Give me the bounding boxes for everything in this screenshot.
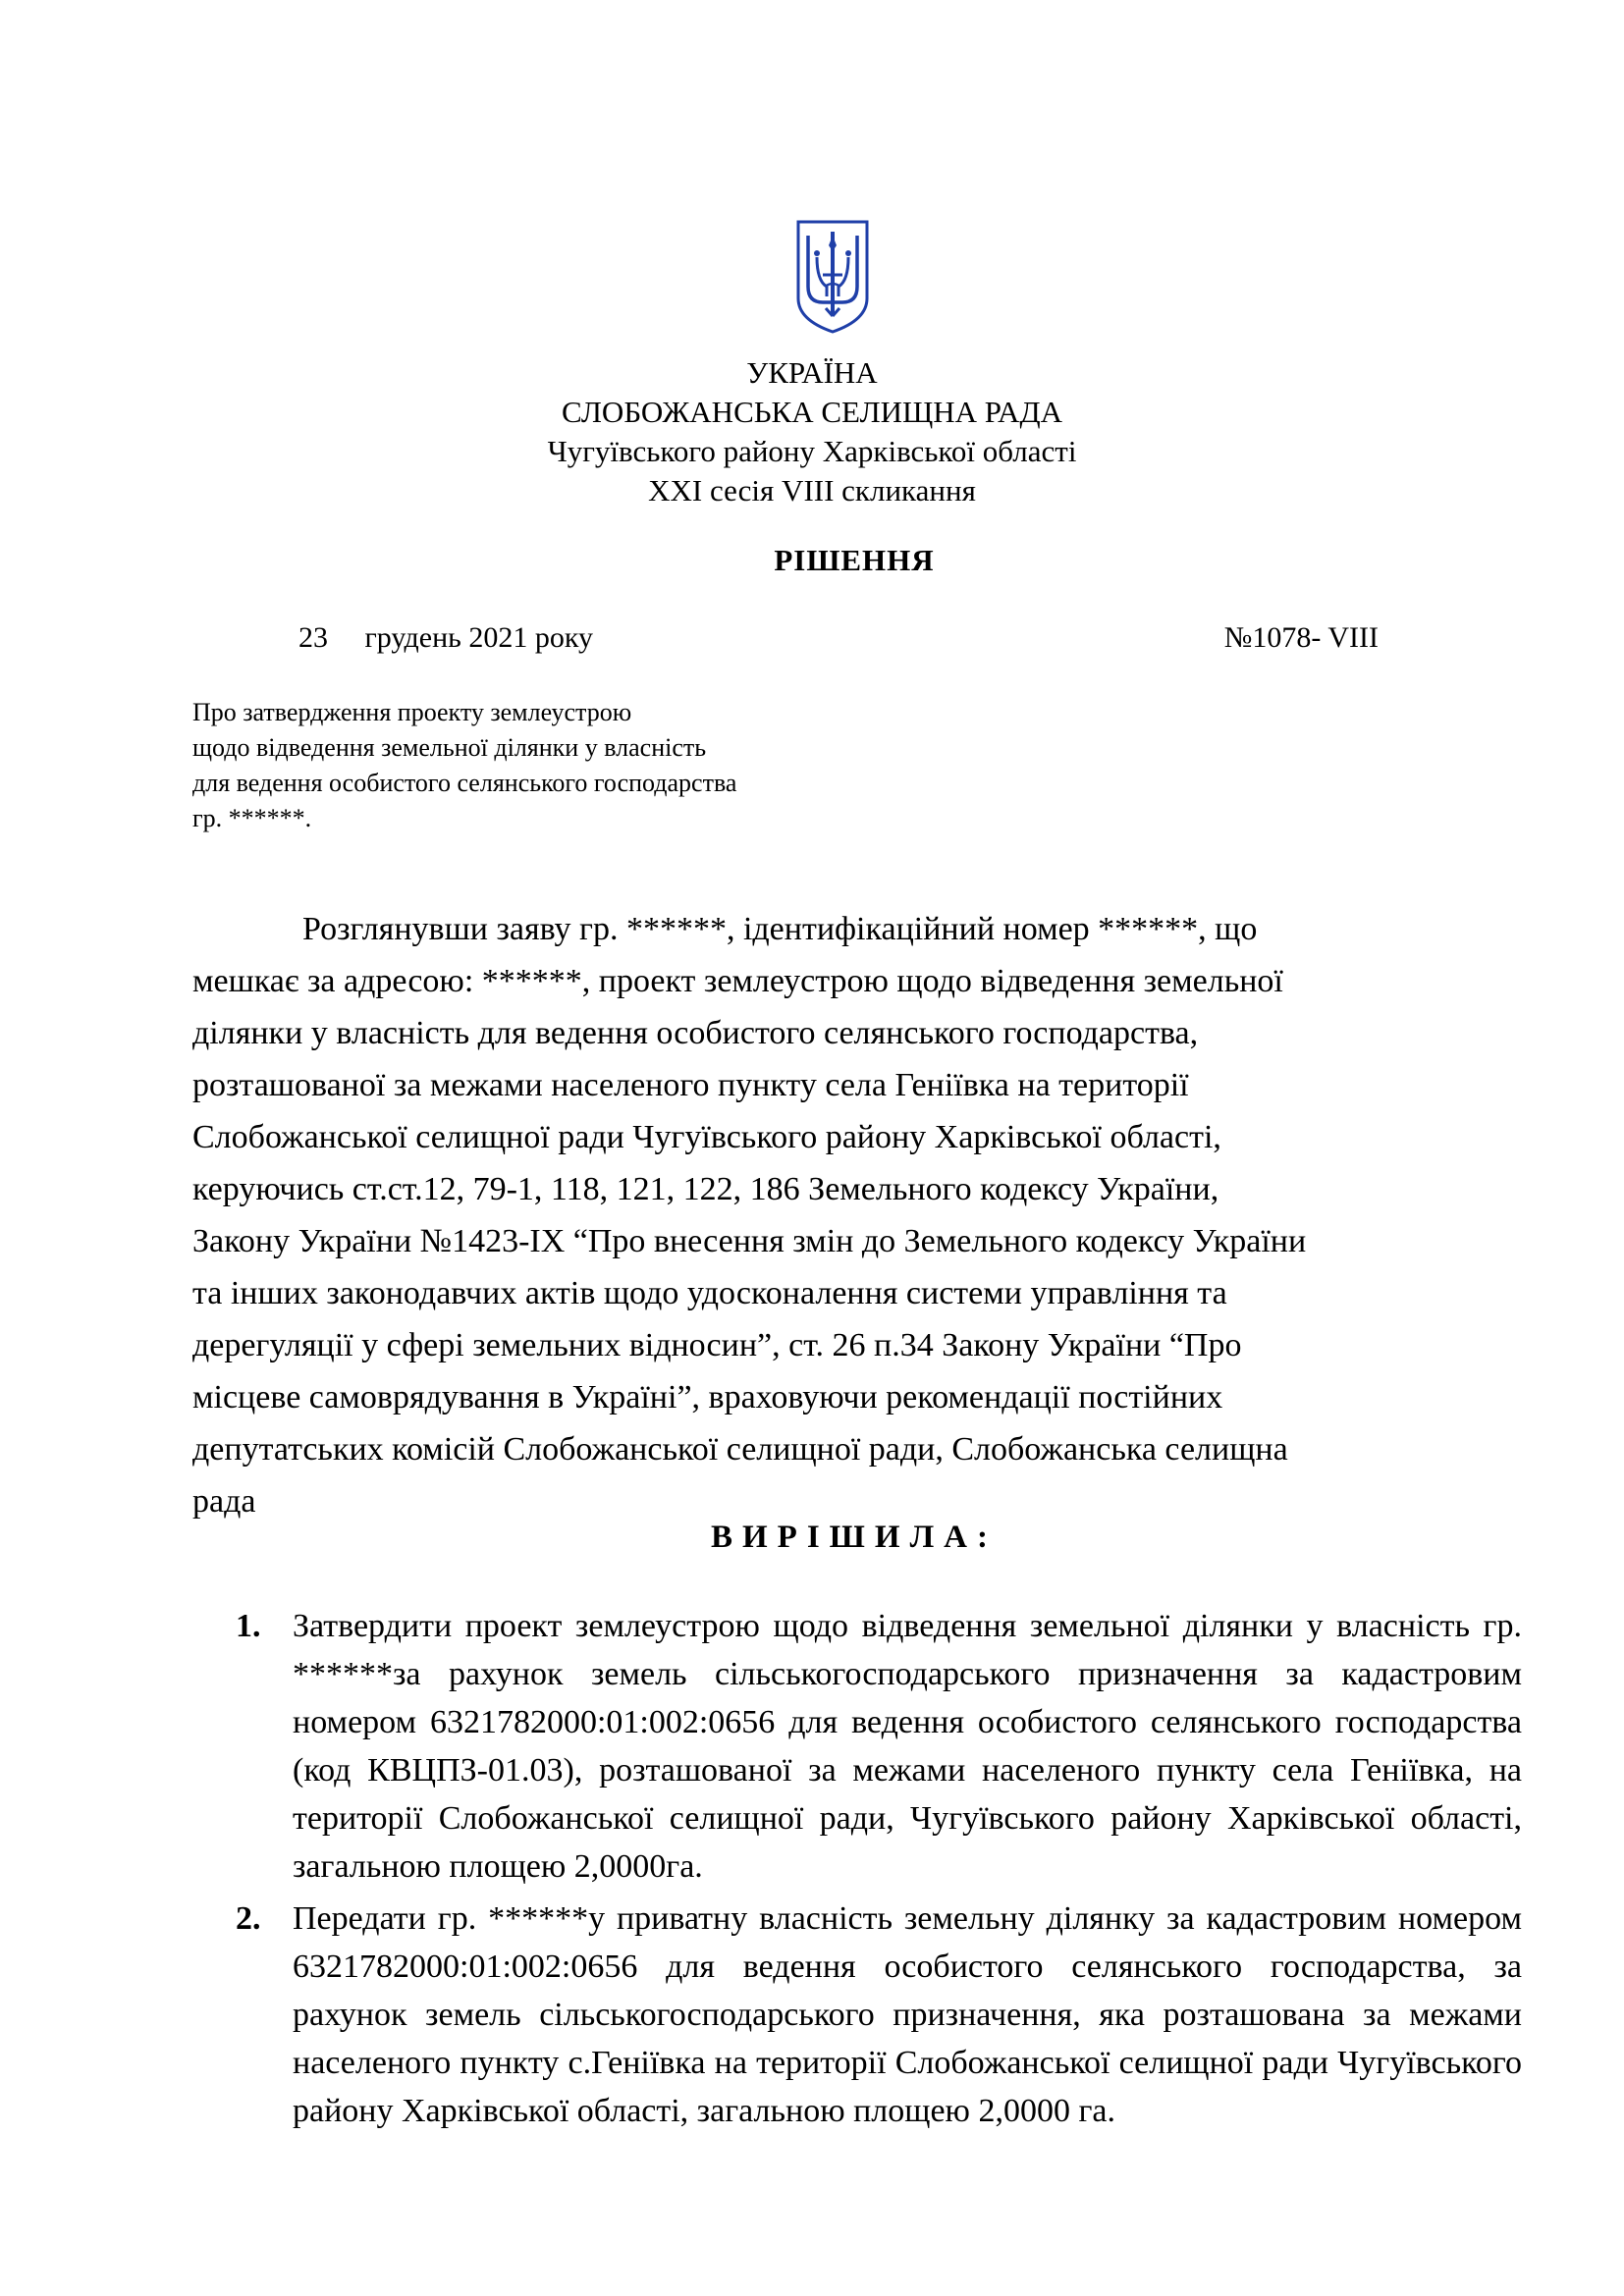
document-title: РІШЕННЯ <box>774 543 935 577</box>
decision-item <box>236 1895 1522 2135</box>
subject-line: гр. ******. <box>192 804 312 832</box>
preamble-line: ділянки у власність для ведення особистого селянського господарства, <box>192 1015 1199 1051</box>
preamble-paragraph <box>192 903 1508 1527</box>
subject-line: для ведення особистого селянського господарства <box>192 769 737 797</box>
subject-line: Про затвердження проекту землеустрою <box>192 698 632 726</box>
resolved-heading: ВИРІШИЛА: <box>711 1520 998 1555</box>
preamble-line: та інших законодавчих актів щодо удосконалення системи управління та <box>192 1275 1227 1311</box>
preamble-line: рада <box>192 1483 256 1520</box>
preamble-line: Слобожанської селищної ради Чугуївського району Харківської області, <box>192 1119 1221 1155</box>
preamble-line: мешкає за адресою: ******, проект землеустрою щодо відведення земельної <box>192 963 1283 999</box>
preamble-line: Закону України №1423-IX “Про внесення змін до Земельного кодексу України <box>192 1223 1307 1259</box>
decision-items <box>236 1602 1522 2139</box>
preamble-line: Розглянувши заяву гр. ******, ідентифікаційний номер ******, що <box>302 911 1258 947</box>
item-number: 2. <box>236 1900 261 1937</box>
country-name: УКРАЇНА <box>746 355 878 390</box>
session-info: XXI сесія VIII скликання <box>648 473 976 507</box>
preamble-line: місцеве самоврядування в Україні”, враховуючи рекомендації постійних <box>192 1379 1223 1415</box>
document-header <box>0 353 1624 510</box>
subject-line: щодо відведення земельної ділянки у власність <box>192 733 707 762</box>
date-number-row <box>298 621 1379 661</box>
decision-item <box>236 1602 1522 1891</box>
preamble-line: розташованої за межами населеного пункту села Геніївка на території <box>192 1067 1189 1103</box>
district-name: Чугуївського району Харківської області <box>547 434 1077 468</box>
decision-date: 23 грудень 2021 року <box>298 621 593 654</box>
decision-subject <box>192 695 978 836</box>
preamble-line: дерегуляції у сфері земельних відносин”, ст. 26 п.34 Закону України “Про <box>192 1327 1242 1363</box>
decision-number: №1078- VIII <box>1223 621 1379 654</box>
coat-of-arms-icon <box>793 218 872 336</box>
item-number: 1. <box>236 1608 261 1644</box>
item-text: Затвердити проект землеустрою щодо відведення земельної ділянки у власність гр. ******за рахунок земель сільськогосподарського призначення за кадастровим номером 6321782000:01:002:0656 для ведення особистого селянського господарства (код КВЦПЗ-01.03), розташованої за межами населеного пункту села Геніївка, на території Слобожанської селищної ради, Чугуївського району Харківської області, загальною площею 2,0000га. <box>293 1608 1522 1885</box>
preamble-line: керуючись ст.ст.12, 79-1, 118, 121, 122, 186 Земельного кодексу України, <box>192 1171 1219 1207</box>
preamble-line: депутатських комісій Слобожанської селищної ради, Слобожанська селищна <box>192 1431 1288 1468</box>
item-text: Передати гр. ******у приватну власність земельну ділянку за кадастровим номером 6321782000:01:002:0656 для ведення особистого селянського господарства, за рахунок земель сільськогосподарського призначення, яка розташована за межами населеного пункту с.Геніївка на території Слобожанської селищної ради Чугуївського району Харківської області, загальною площею 2,0000 га. <box>293 1900 1522 2129</box>
council-name: СЛОБОЖАНСЬКА СЕЛИЩНА РАДА <box>562 395 1062 429</box>
